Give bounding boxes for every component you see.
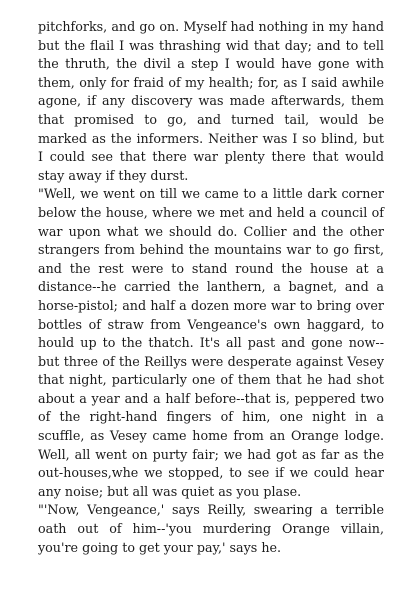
paragraph-2: "Well, we went on till we came to a little dark corner below the house, where we met and held a council of war upon what we should do. Collier and the other strangers from behind the mountains war to go first, and the rest were to stand round the house at a distance--he carried the lanthern, a bagnet, and a horse-pistol; and half a dozen more war to bring over bottles of straw from Vengeance's own haggard, to hould up to the thatch. It's all past and gone now--but three of the Reillys were desperate against Vesey that night, particularly one of them that he had shot about a year and a half before--that is, peppered two of the right-hand fingers of him, one night in a scuffle, as Vesey came home from an Orange lodge. Well, all went on purty fair; we had got as far as the out-houses,whe we stopped, to see if we could hear any noise; but all was quiet as you plase. [38,186,384,499]
paragraph-1: pitchforks, and go on. Myself had nothing in my hand but the flail I was thrashing wid that day; and to tell the thruth, the divil a step I would have gone with them, only for fraid of my health; for, as I said awhile agone, if any discovery was made afterwards, them that promised to go, and turned tail, would be marked as the informers. Neither was I so blind, but I could see that there war plenty there that would stay away if they durst. [38,19,384,183]
paragraph-3: "'Now, Vengeance,' says Reilly, swearing a terrible oath out of him--'you murdering Orange villain, you're going to get your pay,' says he. [38,502,384,555]
page-body [38,18,384,557]
